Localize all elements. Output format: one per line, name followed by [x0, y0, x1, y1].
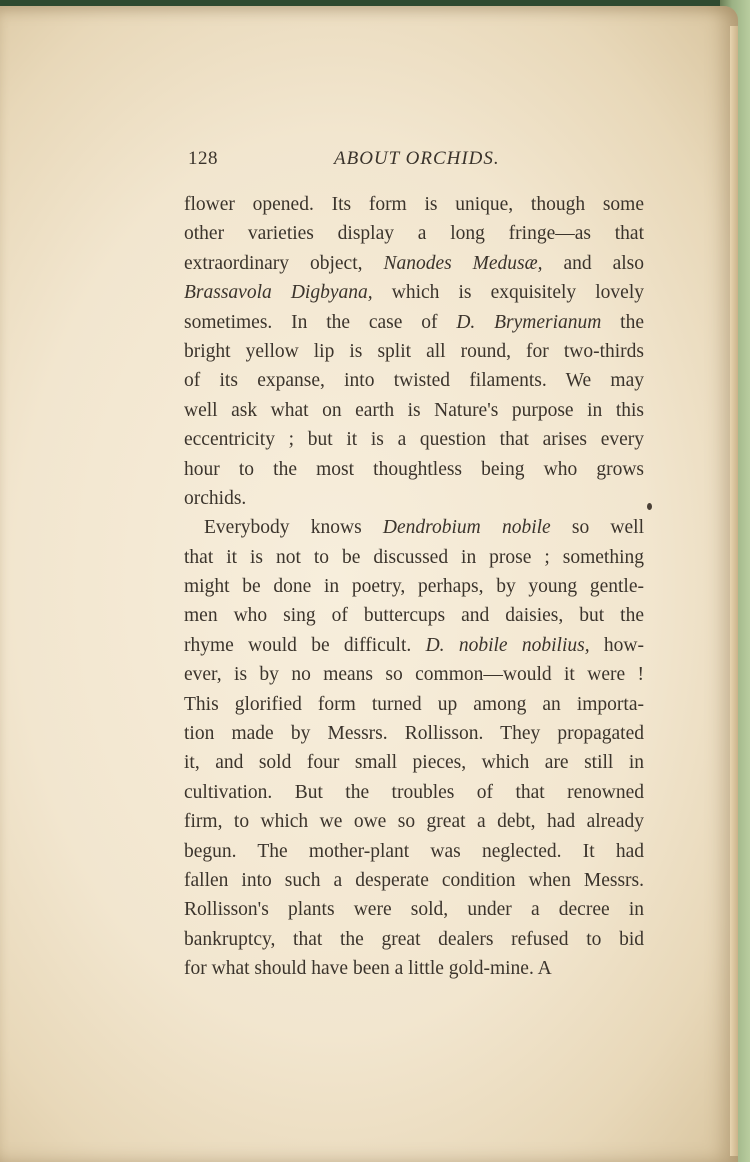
italic-text: Nanodes Medusæ, — [383, 252, 543, 274]
text-line — [184, 396, 644, 425]
text-run: might be done in poetry, perhaps, by young gentle- — [184, 576, 644, 598]
text-run: extraordinary object, — [184, 252, 384, 274]
text-line — [184, 249, 644, 278]
text-line — [184, 366, 644, 395]
text-run: sometimes. In the case of — [184, 311, 457, 333]
text-run: ever, is by no means so common—would it were ! — [184, 664, 644, 686]
text-run: well ask what on earth is Nature's purpose in this — [184, 399, 644, 421]
text-run: men who sing of buttercups and daisies, but the — [184, 605, 644, 627]
text-run: Everybody knows — [204, 517, 383, 539]
italic-text: Brassavola Digbyana, — [184, 282, 373, 304]
text-run: eccentricity ; but it is a question that arises every — [184, 429, 644, 451]
text-line — [184, 631, 644, 660]
body-text — [184, 190, 644, 984]
italic-text: D. Brymerianum — [456, 311, 602, 333]
text-line — [184, 308, 644, 337]
text-line — [184, 719, 644, 748]
text-run: firm, to which we owe so great a debt, had already — [184, 811, 644, 833]
text-run: for what should have been a little gold-mine. A — [184, 958, 552, 980]
running-title: ABOUT ORCHIDS. — [334, 148, 500, 169]
text-line — [184, 866, 644, 895]
page-edge — [730, 26, 738, 1156]
text-line — [184, 690, 644, 719]
text-line — [184, 513, 644, 542]
text-line — [184, 748, 644, 777]
text-run: it, and sold four small pieces, which are still in — [184, 752, 644, 774]
text-run: This glorified form turned up among an importa- — [184, 693, 644, 715]
text-run: fallen into such a desperate condition when Messrs. — [184, 869, 644, 891]
italic-text: D. nobile nobilius, — [425, 634, 590, 656]
text-line — [184, 278, 644, 307]
text-line — [184, 337, 644, 366]
text-run: begun. The mother-plant was neglected. It had — [184, 840, 644, 862]
text-run: how- — [589, 634, 644, 656]
text-run: cultivation. But the troubles of that renowned — [184, 781, 644, 803]
ink-speck — [647, 503, 652, 510]
text-line — [184, 954, 644, 983]
text-line — [184, 925, 644, 954]
text-run: the — [601, 311, 644, 333]
text-line — [184, 219, 644, 248]
text-run: bankruptcy, that the great dealers refused to bid — [184, 928, 644, 950]
text-run: tion made by Messrs. Rollisson. They propagated — [184, 723, 644, 745]
text-run: flower opened. Its form is unique, though some — [184, 194, 644, 215]
text-line — [184, 455, 644, 484]
text-run: bright yellow lip is split all round, for two-thirds — [184, 340, 644, 362]
text-run: other varieties display a long fringe—as that — [184, 223, 644, 245]
text-line — [184, 837, 644, 866]
text-run: orchids. — [184, 487, 247, 509]
text-line — [184, 425, 644, 454]
text-line — [184, 190, 644, 219]
text-line — [184, 807, 644, 836]
text-line — [184, 895, 644, 924]
page-header — [186, 148, 646, 176]
text-line — [184, 543, 644, 572]
text-line — [184, 660, 644, 689]
text-run: which is exquisitely lovely — [372, 282, 644, 304]
text-run: hour to the most thoughtless being who grows — [184, 458, 644, 480]
text-line — [184, 484, 644, 513]
text-line — [184, 601, 644, 630]
text-run: of its expanse, into twisted filaments. We may — [184, 370, 644, 392]
text-run: rhyme would be difficult. — [184, 634, 426, 656]
text-line — [184, 572, 644, 601]
text-run: and also — [542, 252, 644, 274]
page-number: 128 — [188, 148, 218, 169]
text-line — [184, 778, 644, 807]
text-run: Rollisson's plants were sold, under a decree in — [184, 899, 644, 921]
text-run: so well — [550, 517, 644, 539]
text-run: that it is not to be discussed in prose ; something — [184, 546, 644, 568]
italic-text: Dendrobium nobile — [382, 517, 551, 539]
